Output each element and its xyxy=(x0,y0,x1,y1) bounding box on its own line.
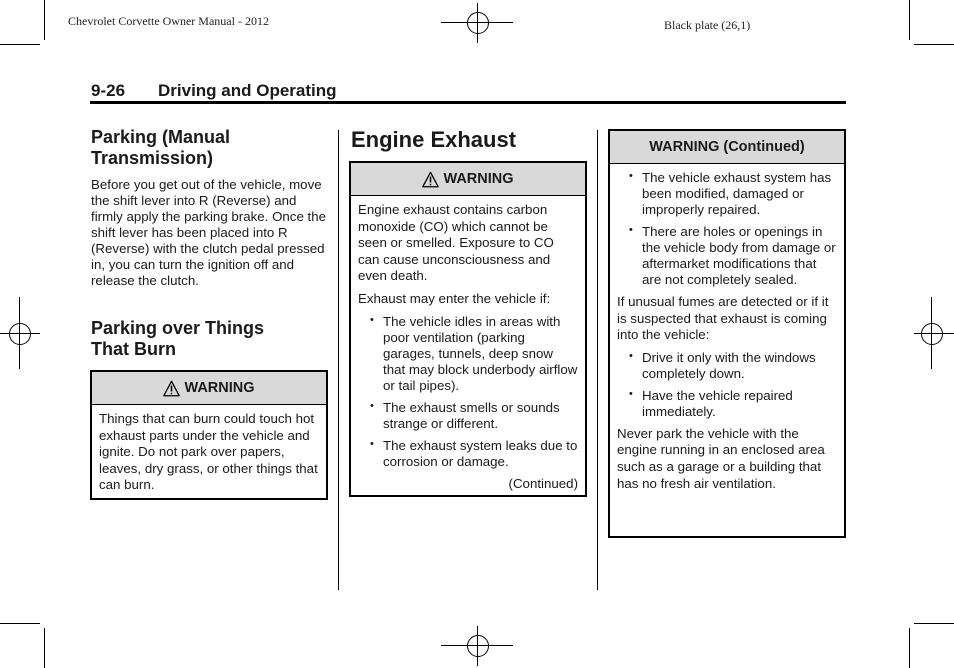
crop-mark-top-left-h xyxy=(0,44,40,45)
heading-parking-things-burn: Parking over Things That Burn xyxy=(91,318,265,359)
registration-mark-top xyxy=(441,3,513,43)
warning-box-exhaust xyxy=(349,161,587,497)
parking-manual-paragraph: Before you get out of the vehicle, move the shift lever into R (Reverse) and firmly apply the parking brake. Once the shift lever has been placed into R (Reverse) with the clutch pedal pressed in, you can turn the ignition off and release the clutch. xyxy=(91,177,327,288)
plate-label: Black plate (26,1) xyxy=(664,18,751,32)
warning-triangle-icon xyxy=(422,171,439,188)
list-item: • There are holes or openings in the vehicle body from damage or aftermarket modifications that are not completely sealed. xyxy=(642,224,837,288)
list-item: • The exhaust smells or sounds strange or different. xyxy=(383,400,578,432)
section-title: Driving and Operating xyxy=(158,81,337,100)
crop-mark-bottom-left-v xyxy=(44,628,45,668)
crop-mark-bottom-right-h xyxy=(914,623,954,624)
column-divider-2 xyxy=(597,130,598,590)
warning-bullet-list xyxy=(358,314,578,470)
list-item: • Have the vehicle repaired immediately. xyxy=(642,388,837,420)
crop-mark-top-left-v xyxy=(44,0,45,40)
column-divider-1 xyxy=(338,130,339,590)
warning-box-continued xyxy=(608,129,846,538)
warning-header xyxy=(610,131,844,164)
manual-title: Chevrolet Corvette Owner Manual - 2012 xyxy=(68,14,269,28)
warning-header xyxy=(92,372,326,405)
registration-mark-right xyxy=(914,297,954,369)
list-item: • The vehicle exhaust system has been modified, damaged or improperly repaired. xyxy=(642,170,837,218)
page-number: 9-26 xyxy=(91,81,126,100)
heading-parking-manual: Parking (Manual Transmission) xyxy=(91,127,231,168)
warning-label: WARNING (Continued) xyxy=(649,139,805,155)
warning-bullet-list xyxy=(617,170,837,288)
warning-label: WARNING xyxy=(184,380,255,396)
warning-paragraph-2: Never park the vehicle with the engine running in an enclosed area such as a garage or a building that has no fresh air ventilation. xyxy=(617,425,825,491)
warning-paragraph-1: If unusual fumes are detected or if it is suspected that exhaust is coming into the vehicle: xyxy=(617,294,829,343)
warning-paragraph-1: Engine exhaust contains carbon monoxide (CO) which cannot be seen or smelled. Exposure to CO can cause unconsciousness and even death. xyxy=(358,202,554,284)
warning-paragraph-2: Exhaust may enter the vehicle if: xyxy=(358,290,551,306)
warning-text: Things that can burn could touch hot exhaust parts under the vehicle and ignite. Do not park over papers, leaves, dry grass, or other things that can burn. xyxy=(99,411,318,493)
warning-box-burn xyxy=(90,370,328,500)
registration-mark-bottom xyxy=(441,626,513,666)
crop-mark-bottom-right-v xyxy=(909,628,910,668)
warning-triangle-icon xyxy=(163,380,180,397)
list-item: • The exhaust system leaks due to corrosion or damage. xyxy=(383,438,578,470)
warning-header xyxy=(351,163,585,196)
registration-mark-left xyxy=(0,297,40,369)
heading-engine-exhaust: Engine Exhaust xyxy=(351,127,517,152)
list-item: • Drive it only with the windows completely down. xyxy=(642,350,837,382)
warning-bullet-list xyxy=(617,350,837,420)
crop-mark-top-right-v xyxy=(909,0,910,40)
section-rule xyxy=(90,101,846,104)
warning-label: WARNING xyxy=(443,171,514,187)
continued-label: (Continued) xyxy=(508,475,578,491)
crop-mark-top-right-h xyxy=(914,44,954,45)
crop-mark-bottom-left-h xyxy=(0,623,40,624)
list-item: • The vehicle idles in areas with poor ventilation (parking garages, tunnels, deep snow that may block underbody airflow or tail pipes). xyxy=(383,314,578,394)
